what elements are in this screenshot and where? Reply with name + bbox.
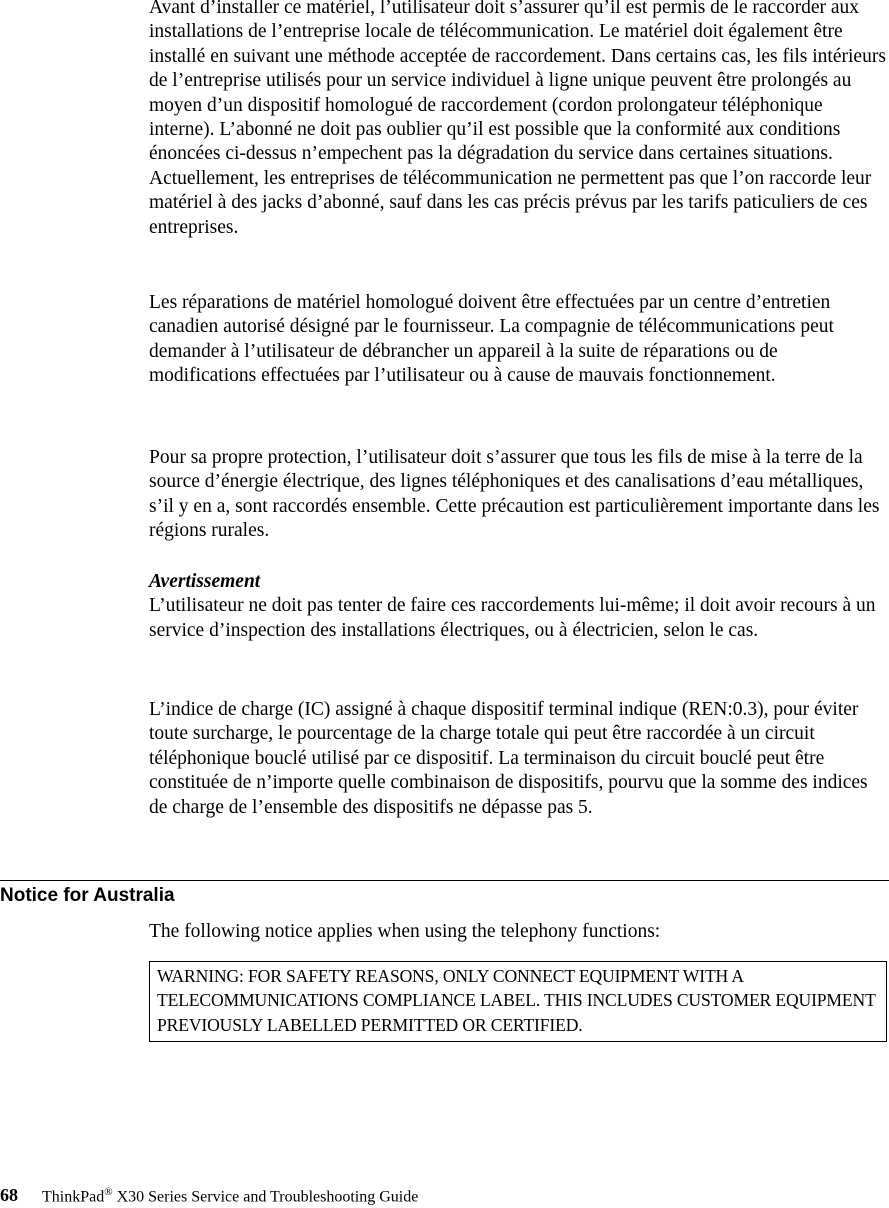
registered-mark: ® (104, 1186, 113, 1198)
book-title-suffix: X30 Series Service and Troubleshooting Guide (112, 1188, 419, 1206)
book-title-prefix: ThinkPad (42, 1188, 105, 1206)
avertissement-block (149, 570, 889, 643)
paragraph-grounding: Pour sa propre protection, l’utilisateur doit s’assurer que tous les fils de mise à la terre de la source d’énergie électrique, des lignes téléphoniques et des canalisations d’eau métalliques, s’il y en a, sont raccordés ensemble. Cette précaution est particulièrement importante dans les régions rurales. (149, 447, 880, 542)
paragraph-repairs: Les réparations de matériel homologué doivent être effectuées par un centre d’entretien canadien autorisé désigné par le fournisseur. La compagnie de télécommunications peut demander à l’utilisateur de débrancher un appareil à la suite de réparations ou de modifications effectuées par l’utilisateur ou à cause de mauvais fonctionnement. (149, 292, 834, 387)
paragraph-ren-load: L’indice de charge (IC) assigné à chaque dispositif terminal indique (REN:0.3), pour éviter toute surcharge, le pourcentage de la charge totale qui peut être raccordée à un circuit téléphonique bouclé utilisé par ce dispositif. La terminaison du circuit bouclé peut être constituée de n’importe quelle combinaison de dispositifs, pourvu que la somme des indices de charge de l’ensemble des dispositifs ne dépasse pas 5. (149, 699, 868, 818)
section-divider (0, 880, 889, 881)
avertissement-text: L’utilisateur ne doit pas tenter de faire ces raccordements lui-même; il doit avoir recours à un service d’inspection des installations électriques, ou à électricien, selon le cas. (149, 595, 876, 641)
paragraph-australia-intro: The following notice applies when using the telephony functions: (149, 921, 661, 942)
section-heading-australia: Notice for Australia (0, 885, 175, 906)
paragraph-installation: Avant d’installer ce matériel, l’utilisateur doit s’assurer qu’il est permis de le raccorder aux installations de l’entreprise locale de télécommunication. Le matériel doit également être installé en suivant une méthode acceptée de raccordement. Dans certains cas, les fils intérieurs de l’entreprise utilisés pour un service individuel à ligne unique peuvent être prolongés au moyen d’un dispositif homologué de raccordement (cordon prolongateur téléphonique interne). L’abonné ne doit pas oublier qu’il est possible que la conformité aux conditions énoncées ci-dessus n’empechent pas la dégradation du service dans certaines situations. Actuellement, les entreprises de télécommunication ne permettent pas que l’on raccorde leur matériel à des jacks d’abonné, sauf dans les cas précis prévus par les tarifs paticuliers de ces entreprises. (149, 0, 886, 238)
avertissement-title: Avertissement (149, 571, 261, 592)
page-number: 68 (0, 1185, 18, 1206)
australia-warning-box: WARNING: FOR SAFETY REASONS, ONLY CONNECT EQUIPMENT WITH A TELECOMMUNICATIONS COMPLIANCE LABEL. THIS INCLUDES CUSTOMER EQUIPMENT PREVIOUSLY LABELLED PERMITTED OR CERTIFIED. (149, 961, 887, 1042)
